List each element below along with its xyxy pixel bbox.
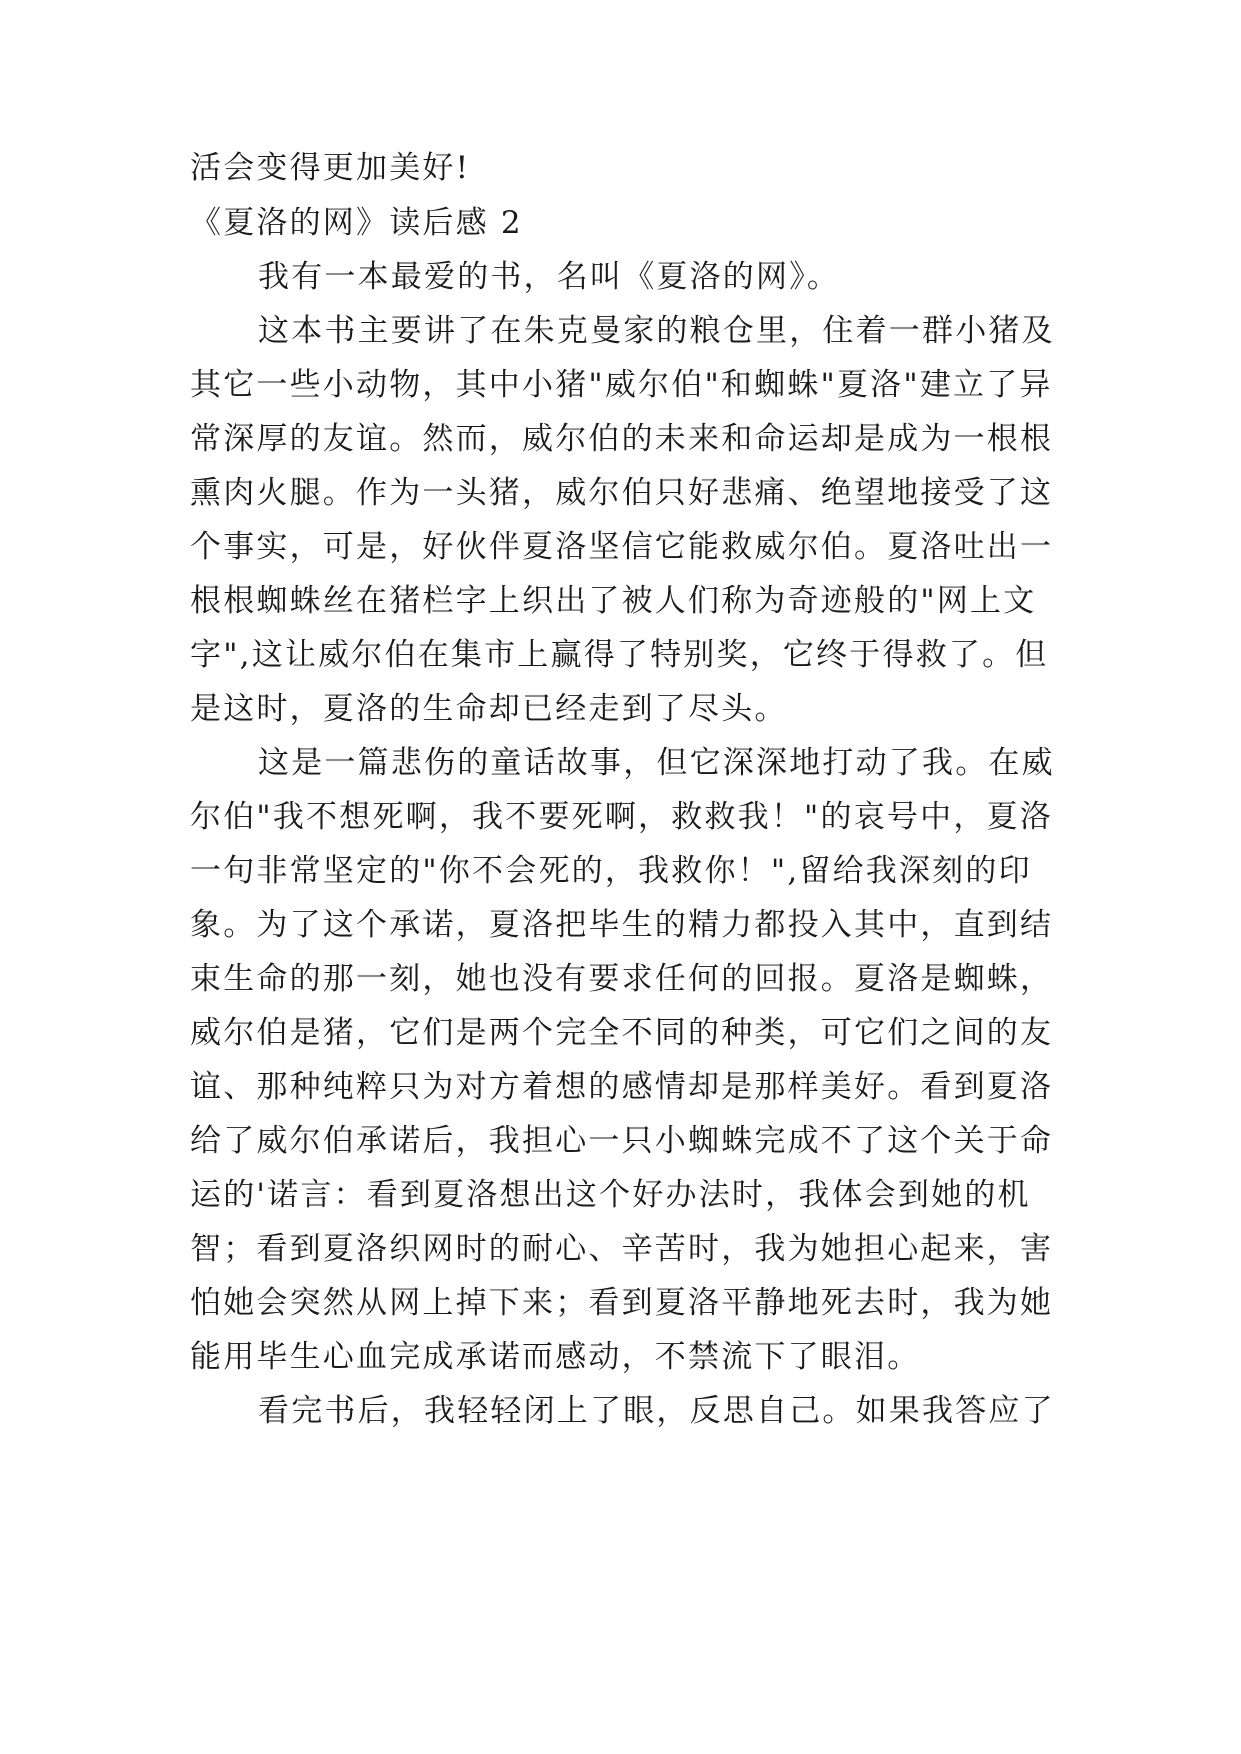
text-line: 给了威尔伯承诺后，我担心一只小蜘蛛完成不了这个关于命	[190, 1123, 1054, 1159]
text-line: 能用毕生心血完成承诺而感动，不禁流下了眼泪。	[190, 1339, 921, 1375]
text-line: 常深厚的友谊。然而，威尔伯的未来和命运却是成为一根根	[190, 421, 1054, 457]
text-line: 个事实，可是，好伙伴夏洛坚信它能救威尔伯。夏洛吐出一	[190, 529, 1054, 565]
text-line: 其它一些小动物，其中小猪"威尔伯"和蜘蛛"夏洛"建立了异	[190, 367, 1053, 403]
text-line: 我有一本最爱的书，名叫《夏洛的网》。	[258, 259, 841, 295]
text-line: 怕她会突然从网上掉下来；看到夏洛平静地死去时，我为她	[190, 1285, 1054, 1321]
text-line: 束生命的那一刻，她也没有要求任何的回报。夏洛是蜘蛛，	[190, 961, 1054, 997]
text-line: 是这时，夏洛的生命却已经走到了尽头。	[190, 691, 788, 727]
text-line: 根根蜘蛛丝在猪栏字上织出了被人们称为奇迹般的"网上文	[190, 583, 1037, 619]
text-line: 威尔伯是猪，它们是两个完全不同的种类，可它们之间的友	[190, 1015, 1054, 1051]
text-line: 活会变得更加美好!	[190, 150, 471, 186]
text-line: 谊、那种纯粹只为对方着想的感情却是那样美好。看到夏洛	[190, 1069, 1054, 1105]
text-line: 一句非常坚定的"你不会死的，我救你！",留给我深刻的印	[190, 853, 1032, 889]
text-line: 象。为了这个承诺，夏洛把毕生的精力都投入其中，直到结	[190, 907, 1054, 943]
text-line: 尔伯"我不想死啊，我不要死啊，救救我！"的哀号中，夏洛	[190, 799, 1053, 835]
text-line: 这本书主要讲了在朱克曼家的粮仓里，住着一群小猪及	[258, 313, 1055, 349]
section-heading: 《夏洛的网》读后感 2	[190, 205, 523, 241]
text-line: 这是一篇悲伤的童话故事，但它深深地打动了我。在威	[258, 745, 1055, 781]
text-line: 熏肉火腿。作为一头猪，威尔伯只好悲痛、绝望地接受了这	[190, 475, 1054, 511]
text-line: 字",这让威尔伯在集市上赢得了特别奖，它终于得救了。但	[190, 637, 1049, 673]
text-line: 看完书后，我轻轻闭上了眼，反思自己。如果我答应了	[258, 1393, 1055, 1429]
text-line: 智；看到夏洛织网时的耐心、辛苦时，我为她担心起来，害	[190, 1231, 1054, 1267]
text-line: 运的'诺言：看到夏洛想出这个好办法时，我体会到她的机	[190, 1177, 1031, 1213]
